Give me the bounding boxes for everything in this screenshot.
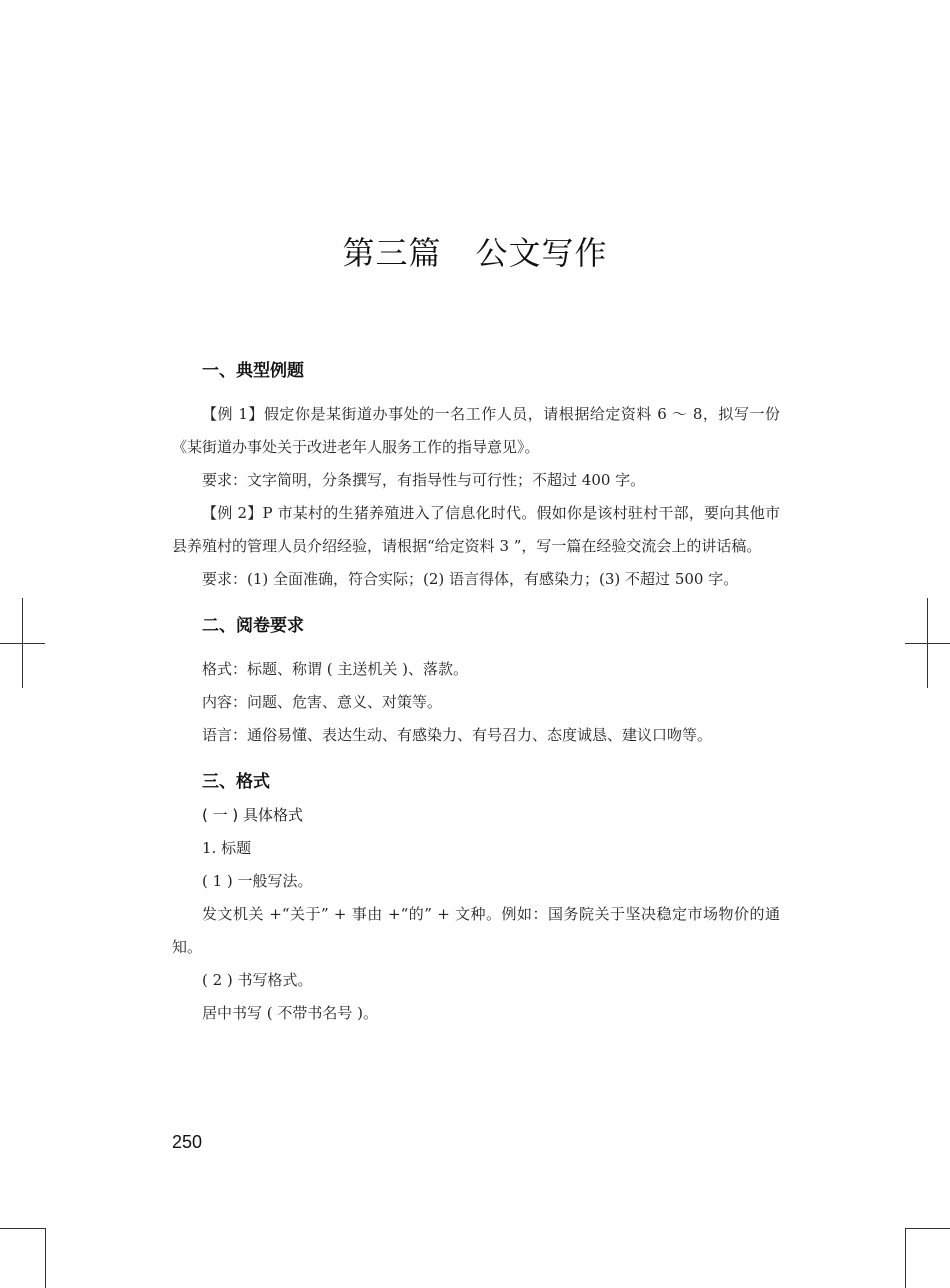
crop-mark-bottom-left-vertical <box>45 1228 46 1288</box>
crop-mark-left-horizontal <box>0 643 45 644</box>
grading-content: 内容：问题、危害、意义、对策等。 <box>202 693 443 711</box>
item-1-2-text: 居中书写 ( 不带书名号 )。 <box>202 1004 379 1022</box>
crop-mark-bottom-right-horizontal <box>905 1228 950 1229</box>
section-2-heading: 二、阅卷要求 <box>202 616 304 636</box>
item-1-heading: 1. 标题 <box>202 839 252 857</box>
grading-language: 语言：通俗易懂、表达生动、有感染力、有号召力、态度诚恳、建议口吻等。 <box>202 726 713 744</box>
title-part-1: 第三篇 <box>342 234 442 272</box>
grading-format: 格式：标题、称谓 ( 主送机关 )、落款。 <box>202 660 469 678</box>
example-2-requirement: 要求：(1) 全面准确，符合实际；(2) 语言得体，有感染力；(3) 不超过 500 字。 <box>202 570 739 588</box>
item-1-2-heading: ( 2 ) 书写格式。 <box>202 971 313 989</box>
crop-mark-right-horizontal <box>905 643 950 644</box>
title-part-2: 公文写作 <box>475 234 608 272</box>
example-1-requirement: 要求：文字简明，分条撰写，有指导性与可行性；不超过 400 字。 <box>202 471 646 489</box>
item-1-1-heading: ( 1 ) 一般写法。 <box>202 872 313 890</box>
example-1-text: 【例 1】假定你是某街道办事处的一名工作人员，请根据给定资料 6 ～ 8，拟写一份《某街道办事处关于改进老年人服务工作的指导意见》。 <box>172 405 780 456</box>
crop-mark-bottom-right-vertical <box>905 1228 906 1288</box>
section-3-heading: 三、格式 <box>202 772 270 792</box>
item-1-1-text: 发文机关 +“关于” + 事由 +“的” + 文种。例如：国务院关于坚决稳定市场物价的通知。 <box>172 905 780 956</box>
section-1-heading: 一、典型例题 <box>202 361 304 381</box>
subsection-1-heading: ( 一 ) 具体格式 <box>202 806 304 824</box>
document-body <box>172 355 780 1030</box>
crop-mark-bottom-left-horizontal <box>0 1228 45 1229</box>
page-title <box>0 228 950 274</box>
example-2-text: 【例 2】P 市某村的生猪养殖进入了信息化时代。假如你是该村驻村干部，要向其他市县养殖村的管理人员介绍经验，请根据“给定资料 3 ”，写一篇在经验交流会上的讲话稿。 <box>172 504 780 555</box>
page-number: 250 <box>172 1132 203 1152</box>
